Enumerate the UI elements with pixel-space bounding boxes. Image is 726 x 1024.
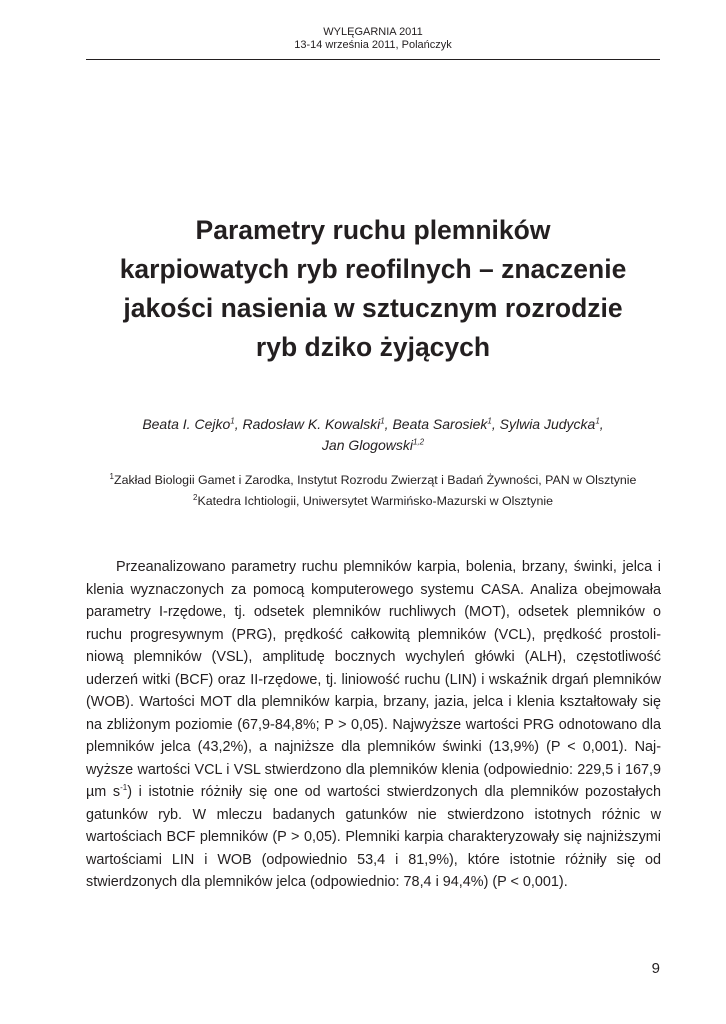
abstract-text-part1: Przeanalizowano parametry ruchu plemników karpia, bolenia, brzany, świnki, jelca i klenia wyznaczonych za pomocą komputerowego systemu CASA. Analiza obejmowała parametry I-rzędowe, tj. odsetek plemników ruchliwych (MOT), odsetek plemników o ruchu progresywnym (PRG), prędkość całkowitą plemników (VCL), prędkość prostoliniową plemników (VSL), amplitudę bocznych wychyleń główki (ALH), częstotliwość uderzeń witki (BCF) oraz II-rzędowe, tj. liniowość ruchu (LIN) i wskaźnik drgań plemników (WOB). Wartości MOT dla plemników karpia, brzany, jazia, jelca i klenia kształtowały się na zbliżonym poziomie (67,9-84,8%; P > 0,05). Najwyższe wartości PRG odnotowano dla plemników jelca (43,2%), a najniższe dla plemników świnki (13,9%) (P < 0,001). Najwyższe wartości VCL i VSL stwierdzono dla plemników klenia (odpowiednio: 229,5 i 167,9 µm s — [86, 559, 661, 800]
title-line: Parametry ruchu plemników — [195, 215, 551, 245]
header-title: WYLĘGARNIA 2011 — [323, 26, 423, 38]
affiliation-mark: 2 — [193, 492, 198, 502]
affiliation-list — [86, 470, 660, 512]
title-line: ryb dziko żyjących — [255, 332, 491, 362]
affiliation — [86, 470, 660, 491]
title-line: karpiowatych ryb reofilnych – znaczenie — [119, 254, 627, 284]
author-affiliation-mark: 1 — [487, 416, 492, 426]
affiliation — [86, 491, 660, 512]
running-header — [86, 26, 660, 52]
header-divider — [86, 59, 660, 60]
abstract-text-part2: ) i istotnie różniły się one od wartości stwierdzonych dla plemników pozostałych gatunków ryb. W mleczu badanych gatunków nie stwierdzono istotnych różnic w wartościach BCF plemników (P > 0,05). Plemniki karpia charakteryzowały się najniższymi wartościami LIN i WOB (odpowiednio 53,4 i 81,9%), które istotnie różniły się od stwierdzonych dla plemników jelca (odpowiednio: 78,4 i 94,4%) (P < 0,001). — [86, 784, 661, 890]
affiliation-text: Zakład Biologii Gamet i Zarodka, Instytut Rozrodu Zwierząt i Badań Żywności, PAN w Olsztynie — [114, 473, 637, 487]
author-name: Radosław K. Kowalski — [242, 416, 381, 432]
title-line: jakości nasienia w sztucznym rozrodzie — [123, 293, 623, 323]
header-date-location: 13-14 września 2011, Polańczyk — [294, 39, 452, 51]
author-name: Beata I. Cejko — [142, 416, 231, 432]
author-name: Beata Sarosiek — [392, 416, 488, 432]
paper-title — [60, 211, 686, 367]
affiliation-text: Katedra Ichtiologii, Uniwersytet Warmińsko-Mazurski w Olsztynie — [197, 494, 553, 508]
affiliation-mark: 1 — [109, 471, 114, 481]
author-affiliation-mark: 1,2 — [412, 437, 425, 447]
author-name: Sylwia Judycka — [499, 416, 596, 432]
abstract-paragraph — [86, 556, 661, 894]
author-affiliation-mark: 1 — [595, 416, 600, 426]
author-name: Jan Glogowski — [321, 437, 413, 453]
author-affiliation-mark: 1 — [380, 416, 385, 426]
unit-exponent: -1 — [120, 783, 128, 793]
author-list: Beata I. Cejko$^1$, Radosław K. Kowalski$^1$, Beata Sarosiek$^1$, Sylwia Judycka$^1$, Jan Glogowski$^{1,2}$ — [142, 416, 604, 453]
page-number: 9 — [651, 960, 660, 977]
author-affiliation-mark: 1 — [230, 416, 235, 426]
